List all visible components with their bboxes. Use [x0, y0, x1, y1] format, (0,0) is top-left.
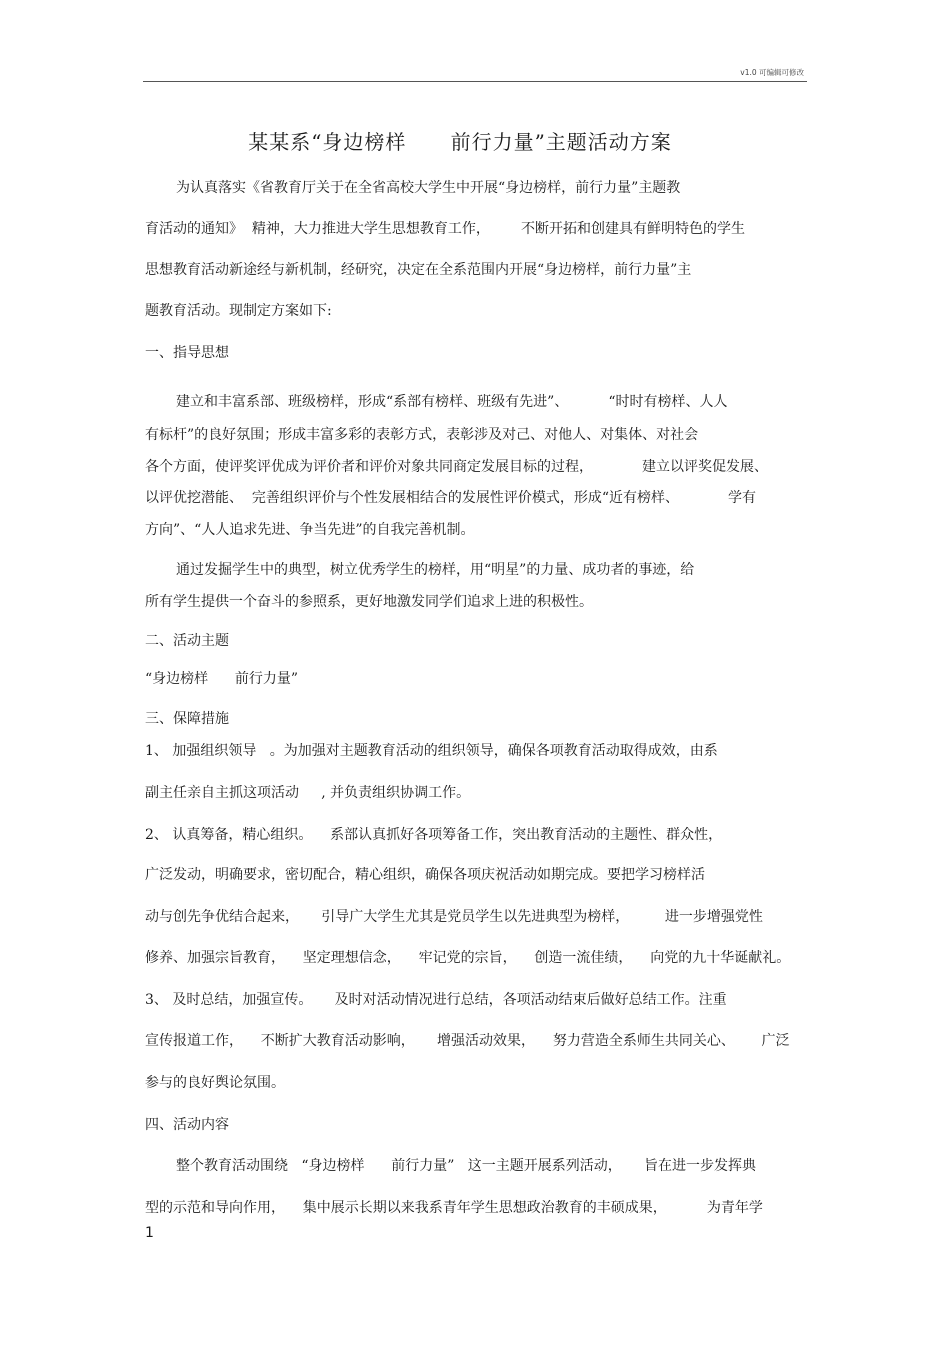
intro-line-4: 题教育活动。现制定方案如下: [145, 303, 332, 319]
section4-heading: 四、活动内容 [145, 1117, 229, 1133]
section1-para2-line-2: 所有学生提供一个奋斗的参照系，更好地激发同学们追求上进的积极性。 [145, 594, 593, 610]
section1-heading: 一、指导思想 [145, 345, 229, 361]
section3-item2-line-4: 修养、加强宗旨教育， 坚定理想信念， 牢记党的宗旨， 创造一流佳绩， 向党的九十华诞献礼。 [145, 950, 791, 966]
section3-item2-line-3: 动与创先争优结合起来， 引导广大学生尤其是党员学生以先进典型为榜样， 进一步增强党性 [145, 909, 763, 925]
header-rule [143, 81, 807, 82]
section3-item1-line-2: 副主任亲自主抓这项活动 , 并负责组织协调工作。 [145, 785, 471, 801]
section3-item3-line-3: 参与的良好舆论氛围。 [145, 1075, 285, 1091]
intro-line-2: 育活动的通知》 精神，大力推进大学生思想教育工作， 不断开拓和创建具有鲜明特色的学生 [145, 221, 746, 237]
section4-para-line-1: 整个教育活动围绕 “身边榜样 前行力量” 这一主题开展系列活动， 旨在进一步发挥典 [176, 1158, 756, 1174]
section1-para1-line-4: 以评优挖潜能、 完善组织评价与个性发展相结合的发展性评价模式，形成“近有榜样、 学有 [145, 490, 757, 506]
document-title: 某某系“身边榜样 前行力量”主题活动方案 [248, 130, 672, 154]
intro-line-1: 为认真落实《省教育厅关于在全省高校大学生中开展“身边榜样，前行力量”主题教 [176, 180, 681, 196]
intro-line-3: 思想教育活动新途经与新机制，经研究，决定在全系范围内开展“身边榜样，前行力量”主 [145, 262, 692, 278]
section4-para-line-2: 型的示范和导向作用， 集中展示长期以来我系青年学生思想政治教育的丰硕成果， 为青年学 [145, 1200, 763, 1216]
section2-heading: 二、活动主题 [145, 633, 229, 649]
section3-item2-line-2: 广泛发动，明确要求，密切配合，精心组织，确保各项庆祝活动如期完成。要把学习榜样活 [145, 867, 705, 883]
section3-item3-line-2: 宣传报道工作， 不断扩大教育活动影响， 增强活动效果， 努力营造全系师生共同关心、 广泛 [145, 1033, 790, 1049]
section1-para1-line-2: 有标杆”的良好氛围；形成丰富多彩的表彰方式，表彰涉及对己、对他人、对集体、对社会 [145, 427, 699, 443]
section3-item3-line-1: 3、 及时总结，加强宣传。 及时对活动情况进行总结，各项活动结束后做好总结工作。注重 [145, 992, 727, 1008]
section1-para1-line-1: 建立和丰富系部、班级榜样，形成“系部有榜样、班级有先进”、 “时时有榜样、人人 [176, 394, 728, 410]
section3-item2-line-1: 2、 认真筹备，精心组织。 系部认真抓好各项筹备工作，突出教育活动的主题性、群众性， [145, 827, 723, 843]
section3-heading: 三、保障措施 [145, 711, 229, 727]
section3-item1-line-1: 1、 加强组织领导 。为加强对主题教育活动的组织领导，确保各项教育活动取得成效，由系 [145, 743, 718, 759]
section1-para1-line-3: 各个方面，使评奖评优成为评价者和评价对象共同商定发展目标的过程， 建立以评奖促发展、 [145, 459, 768, 475]
header-note: v1.0 可编辑可修改 [740, 68, 804, 77]
page-number: 1 [145, 1225, 154, 1241]
section2-theme: “身边榜样 前行力量” [145, 671, 299, 687]
section1-para1-line-5: 方向”、“人人追求先进、争当先进”的自我完善机制。 [145, 522, 475, 538]
section1-para2-line-1: 通过发掘学生中的典型，树立优秀学生的榜样，用“明星”的力量、成功者的事迹，给 [176, 562, 695, 578]
